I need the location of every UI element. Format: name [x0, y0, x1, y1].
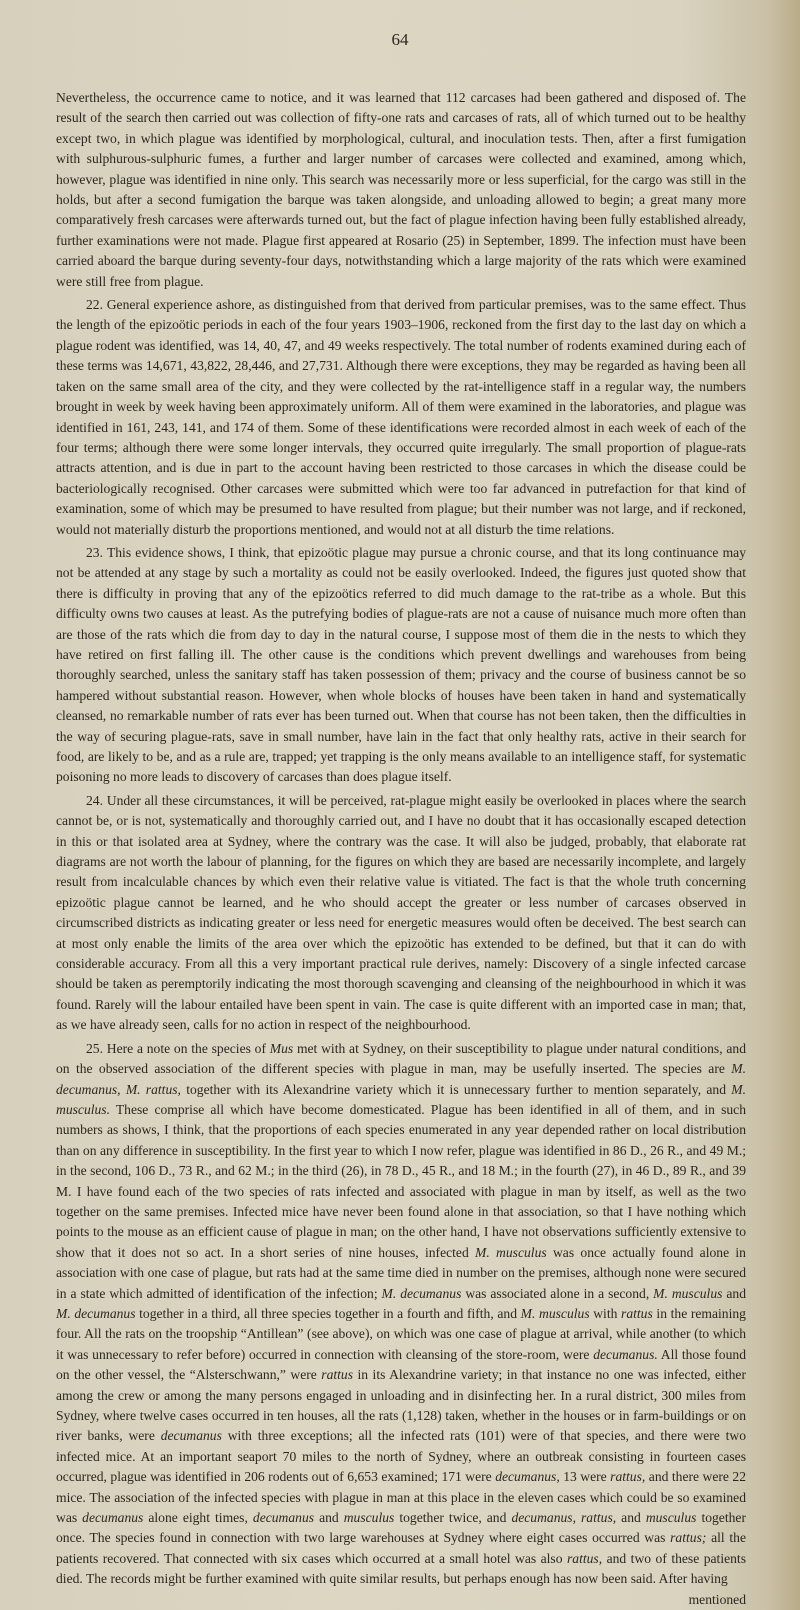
text-segment: together twice, and	[394, 1510, 512, 1526]
italic-text: M. musculus	[520, 1305, 590, 1321]
italic-text: decumanus,	[495, 1469, 560, 1485]
text-segment: and	[616, 1510, 646, 1526]
text-segment: in the remaining four. All the rats on the troopship “Antillean” (see above), on which was one case of plague at arrival, while another (to which it was unnecessary to refer before) occurred in connection with cleansing of the store-room, were	[56, 1305, 746, 1362]
text-segment: was once actually found alone in association with one case of plague, but rats had at the same time died in number on the premises, although none were secured in a state which admitted of identification of the infection;	[56, 1244, 746, 1301]
text-segment: with three exceptions; all the infected rats (101) were of that species, and there were two infected mice. At an important seaport 70 miles to the north of Sydney, where an outbreak consisting in fourteen cases occurred, plague was identified in 206 rodents out of 6,653 examined; 171 were	[56, 1428, 746, 1485]
italic-text: M. musculus	[653, 1285, 723, 1301]
text-segment: All those found on the other vessel, the “Alsterschwann,” were	[56, 1346, 746, 1383]
text-segment: 13 were	[559, 1469, 611, 1485]
italic-text: rattus	[321, 1367, 354, 1383]
paragraphs	[56, 88, 746, 1590]
text-segment: These comprise all which have become domesticated. Plague has been identified in all of them, and in such numbers as shows, I think, that the proportions of each species enumerated in any year depended rather on local distribution than on any difference in susceptibility. In the first year to which I now refer, plague was identified in 86 D., 26 R., and 49 M.; in the second, 106 D., 73 R., and 62 M.; in the third (26), in 78 D., 45 R., and 18 M.; in the fourth (27), in 46 D., 89 R., and 39 M. I have found each of the two species of rats infected and associated with plague in man by itself, as well as the two together on the same premises. Infected mice have never been found alone in that association, so that I have nothing which points to the mouse as an efficient cause of plague in man; on the other hand, I have not observations sufficiently extensive to show that it does not so act. In a short series of nine houses, infected	[56, 1101, 746, 1260]
paragraph	[56, 295, 746, 540]
text-segment: all the patients recovered. That connected with six cases which occurred at a small hotel was also	[56, 1530, 746, 1566]
italic-text: rattus,	[566, 1550, 603, 1566]
italic-text: rattus;	[670, 1530, 707, 1546]
text-segment: together with its Alexandrine variety which it is unnecessary further to mention separately, and	[180, 1081, 732, 1097]
text-segment: Nevertheless, the occurrence came to notice, and it was learned that 112 carcases had been gathered and disposed of. The result of the search then carried out was collection of fifty-one rats and carcases of rats, all of which turned out to be healthy except two, in which plague was identified by morphological, cultural, and inoculation tests. Then, after a first fumigation with sulphurous-sulphuric fumes, a further and larger number of carcases were collected and examined, among which, however, plague was identified in nine only. This search was necessarily more or less superficial, for the cargo was still in the holds, but after a second fumigation the barque was taken alongside, and unloading allowed to begin; a great many more comparatively fresh carcases were afterwards turned out, but the fact of plague infection having been fully established already, further examinations were not made. Plague first appeared at Rosario (25) in September, 1899. The infection must have been carried aboard the barque during seventy-four days, notwithstanding which a large majority of the rats which were examined were still free from plague.	[56, 90, 746, 289]
italic-text: M. decumanus	[381, 1285, 462, 1301]
text-segment: met with at Sydney, on their susceptibility to plague under natural conditions, and on the observed association of the different species with plague in man, may be usefully inserted. The species are	[56, 1040, 746, 1077]
text-segment: 22. General experience ashore, as distinguished from that derived from particular premises, was to the same effect. Thus the length of the epizoötic periods in each of the four years 1903–1906, reckoned from the first day to the last day on which a plague rodent was identified, was 14, 40, 47, and 49 weeks respectively. The total number of rodents examined during each of these terms was 14,671, 43,822, 28,446, and 27,731. Although there were exceptions, they may be regarded as having been all taken on the same small area of the city, and they were collected by the rat-intelligence staff in a regular way, the numbers brought in week by week having been approximately uniform. All of them were examined in the laboratories, and plague was identified in 161, 243, 141, and 174 of them. Some of these identifications were recorded almost in each week of each of the four terms; although there were some longer intervals, they occurred quite irregularly. The small proportion of plague-rats attracts attention, and is due in part to the account having been restricted to those carcases in which the disease could be bacteriologically recognised. Other carcases were submitted which were too far advanced in putrefaction for that kind of examination, some of which may be presumed to have resulted from plague; but their number was not large, and if reckoned, would not materially disturb the proportions mentioned, and would not at all disturb the time relations.	[56, 297, 746, 537]
italic-text: M. decumanus	[56, 1305, 136, 1321]
paragraph	[56, 88, 746, 292]
text-segment: together in a third, all three species together in a fourth and fifth, and	[135, 1305, 521, 1321]
document-body	[56, 88, 746, 1610]
italic-text: M. decumanus, M. rattus,	[56, 1061, 746, 1097]
italic-text: decumanus, rattus,	[511, 1510, 617, 1526]
catchword: mentioned	[688, 1591, 746, 1607]
italic-text: Mus	[269, 1040, 294, 1056]
page-number: 64	[391, 30, 409, 49]
text-segment: 25. Here a note on the species of	[86, 1040, 270, 1056]
italic-text: decumanus	[82, 1510, 144, 1526]
italic-text: decumanus.	[593, 1346, 658, 1362]
text-segment: was associated alone in a second,	[461, 1285, 654, 1301]
text-segment: and there were 22 mice. The association of the infected species with plague in man at this place in the eleven cases which could be so examined was	[56, 1469, 746, 1526]
italic-text: decumanus	[160, 1428, 222, 1444]
text-segment: in its Alexandrine variety; in that instance no one was infected, either among the crew or among the many persons engaged in unloading and in disinfecting her. In a rural district, 300 miles from Sydney, where twelve cases occurred in ten houses, all the rats (1,128) taken, whether in the houses or in farm-buildings or on river banks, were	[56, 1367, 746, 1444]
italic-text: musculus	[343, 1510, 395, 1526]
text-segment: alone eight times,	[143, 1510, 253, 1526]
italic-text: musculus	[645, 1510, 697, 1526]
italic-text: M. musculus.	[56, 1081, 746, 1117]
paragraph	[56, 1039, 746, 1590]
text-segment: 23. This evidence shows, I think, that epizoötic plague may pursue a chronic course, and that its long continuance may not be attended at any stage by such a mortality as could not be easily overlooked. Indeed, the figures just quoted show that there is difficulty in proving that any of the epizoötics referred to did much damage to the rat-tribe as a whole. But this difficulty owns two causes at least. As the putrefying bodies of plague-rats are not a cause of nuisance much more often than are those of the rats which die from day to day in the natural course, I suppose most of them die in the nests to which they have retired on first falling ill. The other cause is the conditions which prevent dwellings and warehouses from being thoroughly searched, unless the sanitary staff has taken possession of them; privacy and the course of business cannot be so hampered without substantial reason. However, when whole blocks of houses have been taken in hand and systematically cleansed, no remarkable number of rats ever has been turned out. When that course has not been taken, then the difficulties in the way of securing plague-rats, save in small number, have lain in the fact that only healthy rats, active in their search for food, are likely to be, and as a rule are, trapped; yet trapping is the only means available to an intelligence staff, for systematic poisoning no more leads to discovery of carcases than does plague itself.	[56, 544, 746, 785]
text-segment: and	[314, 1510, 344, 1526]
text-segment: 24. Under all these circumstances, it will be perceived, rat-plague might easily be overlooked in places where the search cannot be, or is not, systematically and thoroughly carried out, and I have no doubt that it has occasionally escaped detection in this or that isolated area at Sydney, where the contrary was the case. It will also be judged, probably, that elaborate rat diagrams are not worth the labour of planning, for the figures on which they are based are necessarily incomplete, and largely result from incalculable chances by which even their relative value is vitiated. The fact is that the whole truth concerning epizoötic plague cannot be learned, and he who should accept the greater or less number of carcases observed in circumscribed districts as indicating greater or less need for energetic measures would often be deceived. The best search can at most only enable the limits of the area over which the epizoötic has extended to be defined, but that it can do with considerable accuracy. From all this a very important practical rule derives, namely: Discovery of a single infected carcase should be taken as peremptorily indicating the most thorough scavenging and cleansing of the neighbourhood in which it was found. Rarely will the labour entailed have been spent in vain. The case is quite different with an imported case in man; that, as we have already seen, calls for no action in respect of the neighbourhood.	[56, 792, 746, 1033]
text-segment: and two of these patients died. The records might be further examined with quite similar results, but perhaps enough has now been said. After having	[56, 1550, 746, 1587]
text-segment: together once. The species found in connection with two large warehouses at Sydney where eight cases occurred was	[56, 1510, 746, 1546]
italic-text: decumanus	[252, 1510, 315, 1526]
text-segment: and	[722, 1285, 746, 1301]
italic-text: rattus,	[610, 1469, 646, 1485]
italic-text: rattus	[621, 1305, 653, 1321]
paragraph	[56, 543, 746, 788]
text-segment: with	[589, 1305, 622, 1321]
italic-text: M. musculus	[475, 1244, 547, 1260]
paragraph	[56, 791, 746, 1036]
